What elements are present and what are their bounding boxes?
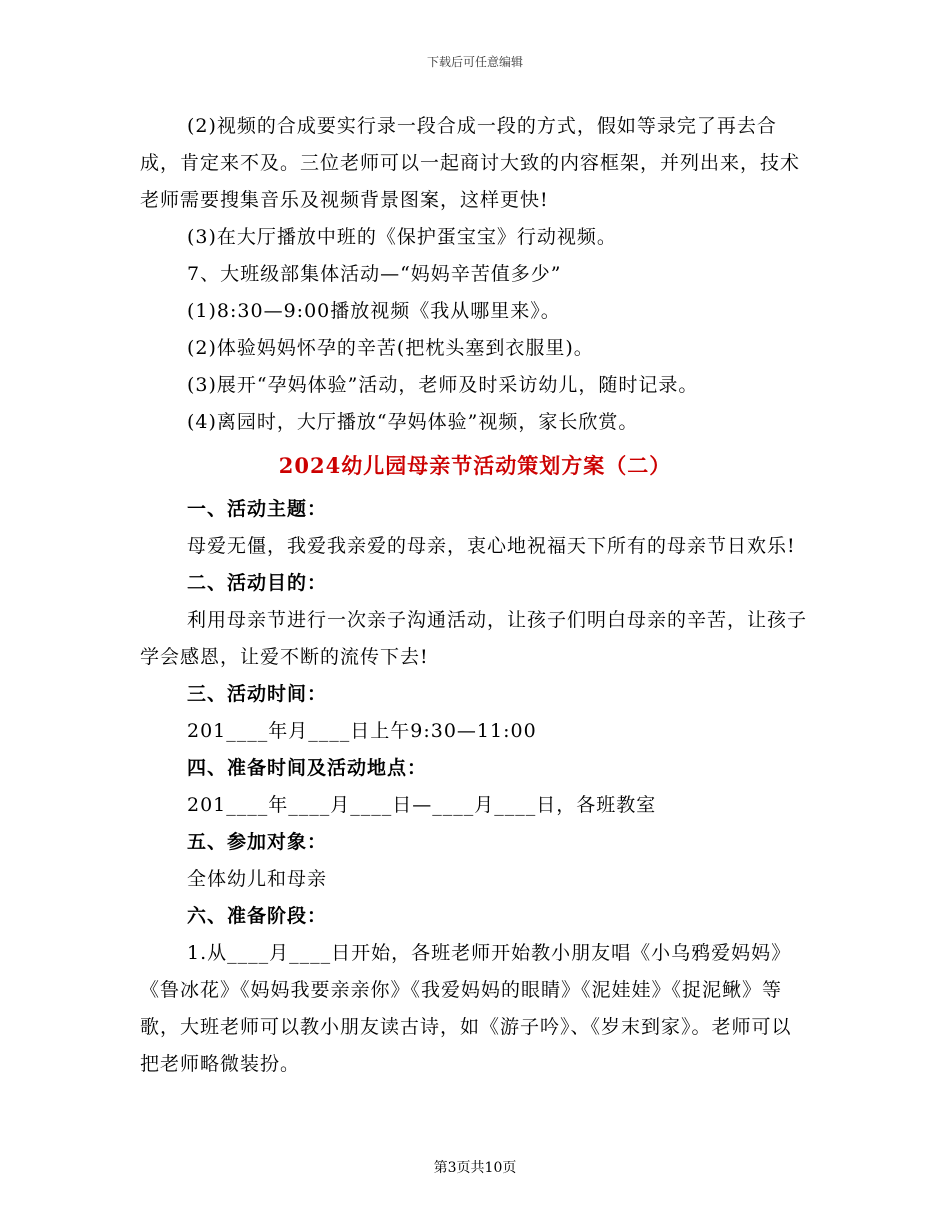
paragraph: 201____年月____日上午9:30—11:00 <box>187 720 537 742</box>
section-title: 2024幼儿园母亲节活动策划方案（二） <box>278 453 672 478</box>
section-heading: 一、活动主题： <box>187 498 328 520</box>
paragraph: 母爱无僵，我爱我亲爱的母亲，衷心地祝福天下所有的母亲节日欢乐! <box>187 535 796 557</box>
section-heading: 二、活动目的： <box>187 572 328 594</box>
paragraph: (1)8:30—9:00播放视频《我从哪里来》。 <box>187 300 561 322</box>
paragraph: 1.从____月____日开始，各班老师开始教小朋友唱《小乌鸦爱妈妈》《鲁冰花》《妈妈我要亲亲你》《我爱妈妈的眼睛》《泥娃娃》《捉泥鳅》等歌，大班老师可以教小朋友读古诗，如《游子吟》、《岁末到家》。老师可以把老师略微装扮。 <box>140 942 792 1075</box>
paragraph: (3)展开“孕妈体验”活动，老师及时采访幼儿，随时记录。 <box>187 374 699 396</box>
paragraph: 201____年____月____日—____月____日，各班教室 <box>187 794 657 816</box>
paragraph: 全体幼儿和母亲 <box>187 868 328 890</box>
paragraph: (2)视频的合成要实行录一段合成一段的方式，假如等录完了再去合成，肯定来不及。三位老师可以一起商讨大致的内容框架，并列出来，技术老师需要搜集音乐及视频背景图案，这样更快! <box>140 115 801 211</box>
section-heading: 五、参加对象： <box>187 831 328 853</box>
section-heading: 三、活动时间： <box>187 683 328 705</box>
paragraph: (2)体验妈妈怀孕的辛苦(把枕头塞到衣服里)。 <box>187 337 594 359</box>
section-heading: 六、准备阶段： <box>187 905 328 927</box>
paragraph: (4)离园时，大厅播放“孕妈体验”视频，家长欣赏。 <box>187 411 639 433</box>
page-footer: 第3页共10页 <box>433 1160 517 1176</box>
paragraph: 利用母亲节进行一次亲子沟通活动，让孩子们明白母亲的辛苦，让孩子学会感恩，让爱不断的流传下去! <box>140 609 808 668</box>
paragraph: (3)在大厅播放中班的《保护蛋宝宝》行动视频。 <box>187 226 617 248</box>
section-heading: 四、准备时间及活动地点： <box>187 757 428 779</box>
page-header: 下载后可任意编辑 <box>426 55 523 69</box>
paragraph: 7、大班级部集体活动—“妈妈辛苦值多少” <box>187 263 562 285</box>
document-body <box>140 108 810 1083</box>
